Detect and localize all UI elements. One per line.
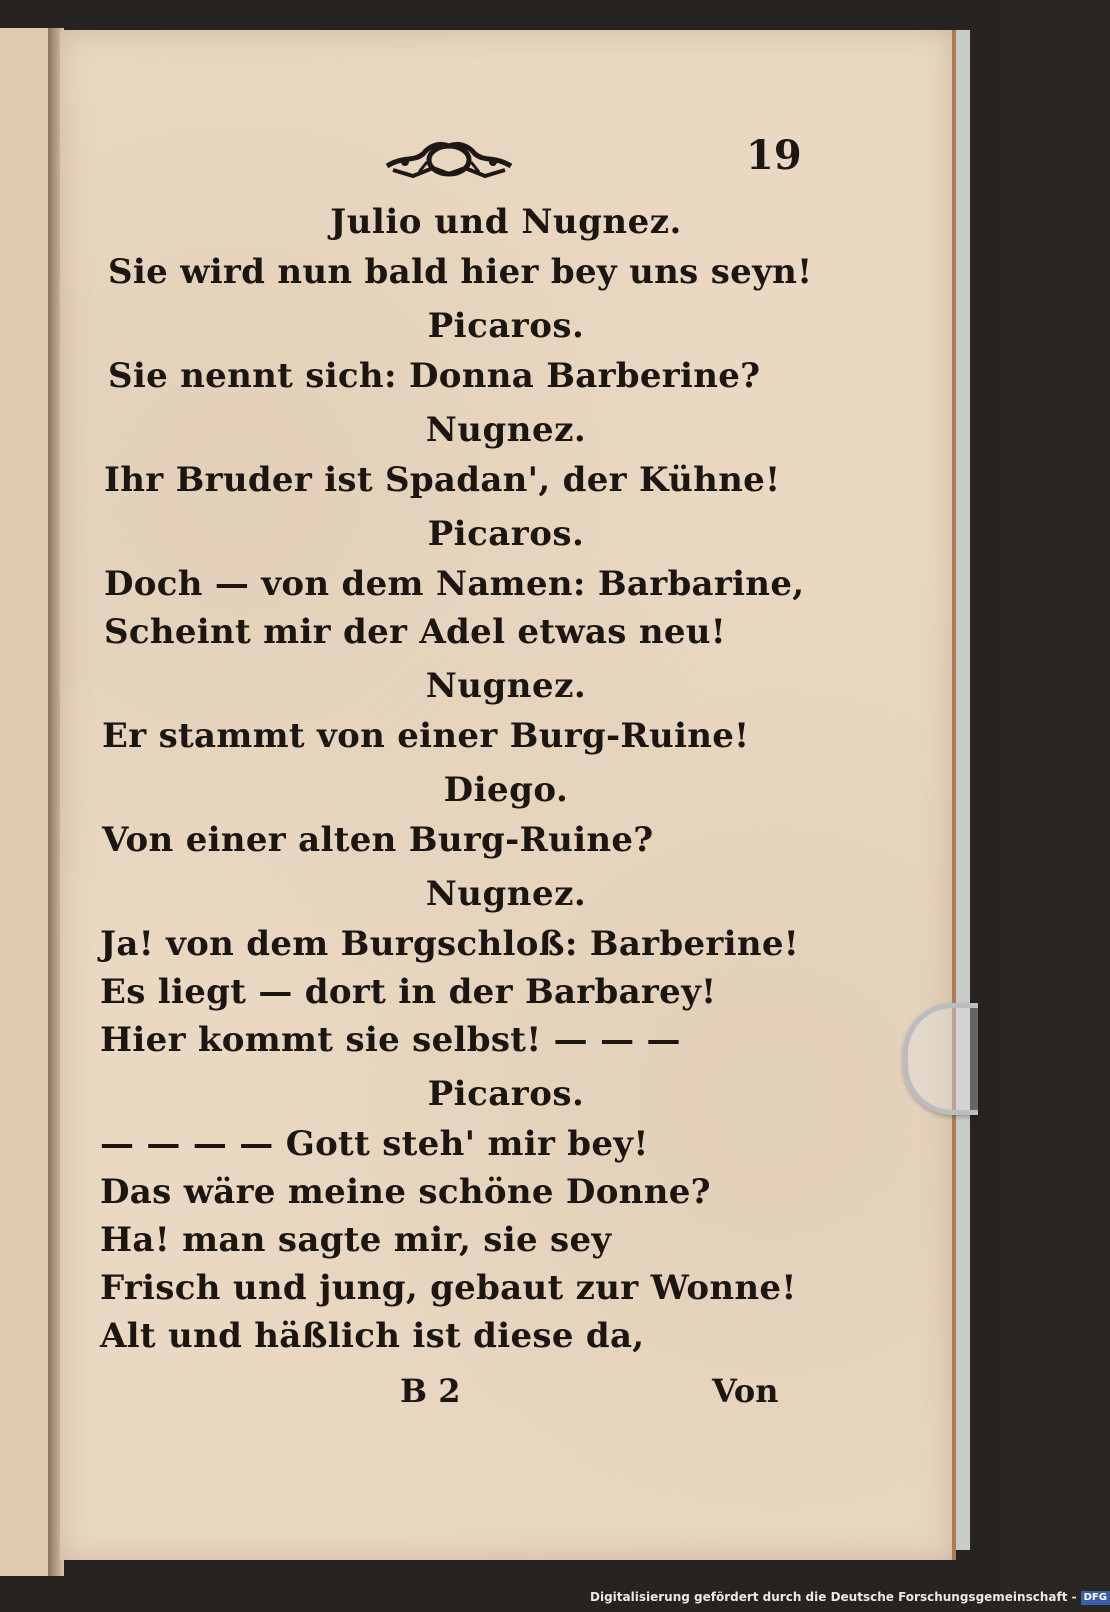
page-number: 19: [746, 132, 802, 179]
verse-line: — — — — Gott steh' mir bey!: [100, 1124, 649, 1164]
speaker-heading: Nugnez.: [425, 410, 587, 450]
verse-line: Ihr Bruder ist Spadan', der Kühne!: [104, 460, 781, 500]
verse-line: Sie wird nun bald hier bey uns seyn!: [108, 252, 813, 292]
verse-line: Doch — von dem Namen: Barbarine,: [104, 564, 805, 604]
verse-line: Sie nennt sich: Donna Barberine?: [108, 356, 761, 396]
verse-line: Er stammt von einer Burg-Ruine!: [102, 716, 750, 756]
speaker-heading: Diego.: [443, 770, 569, 810]
floral-vignette-icon: [383, 132, 515, 180]
speaker-heading: Picaros.: [427, 306, 585, 346]
verse-line: Das wäre meine schöne Donne?: [100, 1172, 711, 1212]
verse-line: Alt und häßlich ist diese da,: [100, 1316, 645, 1356]
printer-signature: B 2: [400, 1372, 461, 1410]
verse-line: Hier kommt sie selbst! — — —: [100, 1020, 681, 1060]
speaker-heading: Nugnez.: [425, 874, 587, 914]
verse-line: Scheint mir der Adel etwas neu!: [104, 612, 727, 652]
verse-line: Ja! von dem Burgschloß: Barberine!: [100, 924, 799, 964]
speaker-heading: Julio und Nugnez.: [330, 202, 682, 242]
verse-line: Frisch und jung, gebaut zur Wonne!: [100, 1268, 797, 1308]
previous-page-edge: [0, 28, 53, 1576]
credit-text: Digitalisierung gefördert durch die Deutsche Forschungsgemeinschaft -: [590, 1590, 1077, 1604]
verse-line: Von einer alten Burg-Ruine?: [102, 820, 654, 860]
speaker-heading: Picaros.: [427, 1074, 585, 1114]
book-page: [60, 30, 956, 1560]
speaker-heading: Nugnez.: [425, 666, 587, 706]
digitization-credit: [590, 1590, 1107, 1610]
catchword: Von: [712, 1372, 779, 1410]
verse-line: Es liegt — dort in der Barbarey!: [100, 972, 717, 1012]
verse-line: Ha! man sagte mir, sie sey: [100, 1220, 612, 1260]
dfg-logo: DFG: [1081, 1591, 1110, 1605]
speaker-heading: Picaros.: [427, 514, 585, 554]
